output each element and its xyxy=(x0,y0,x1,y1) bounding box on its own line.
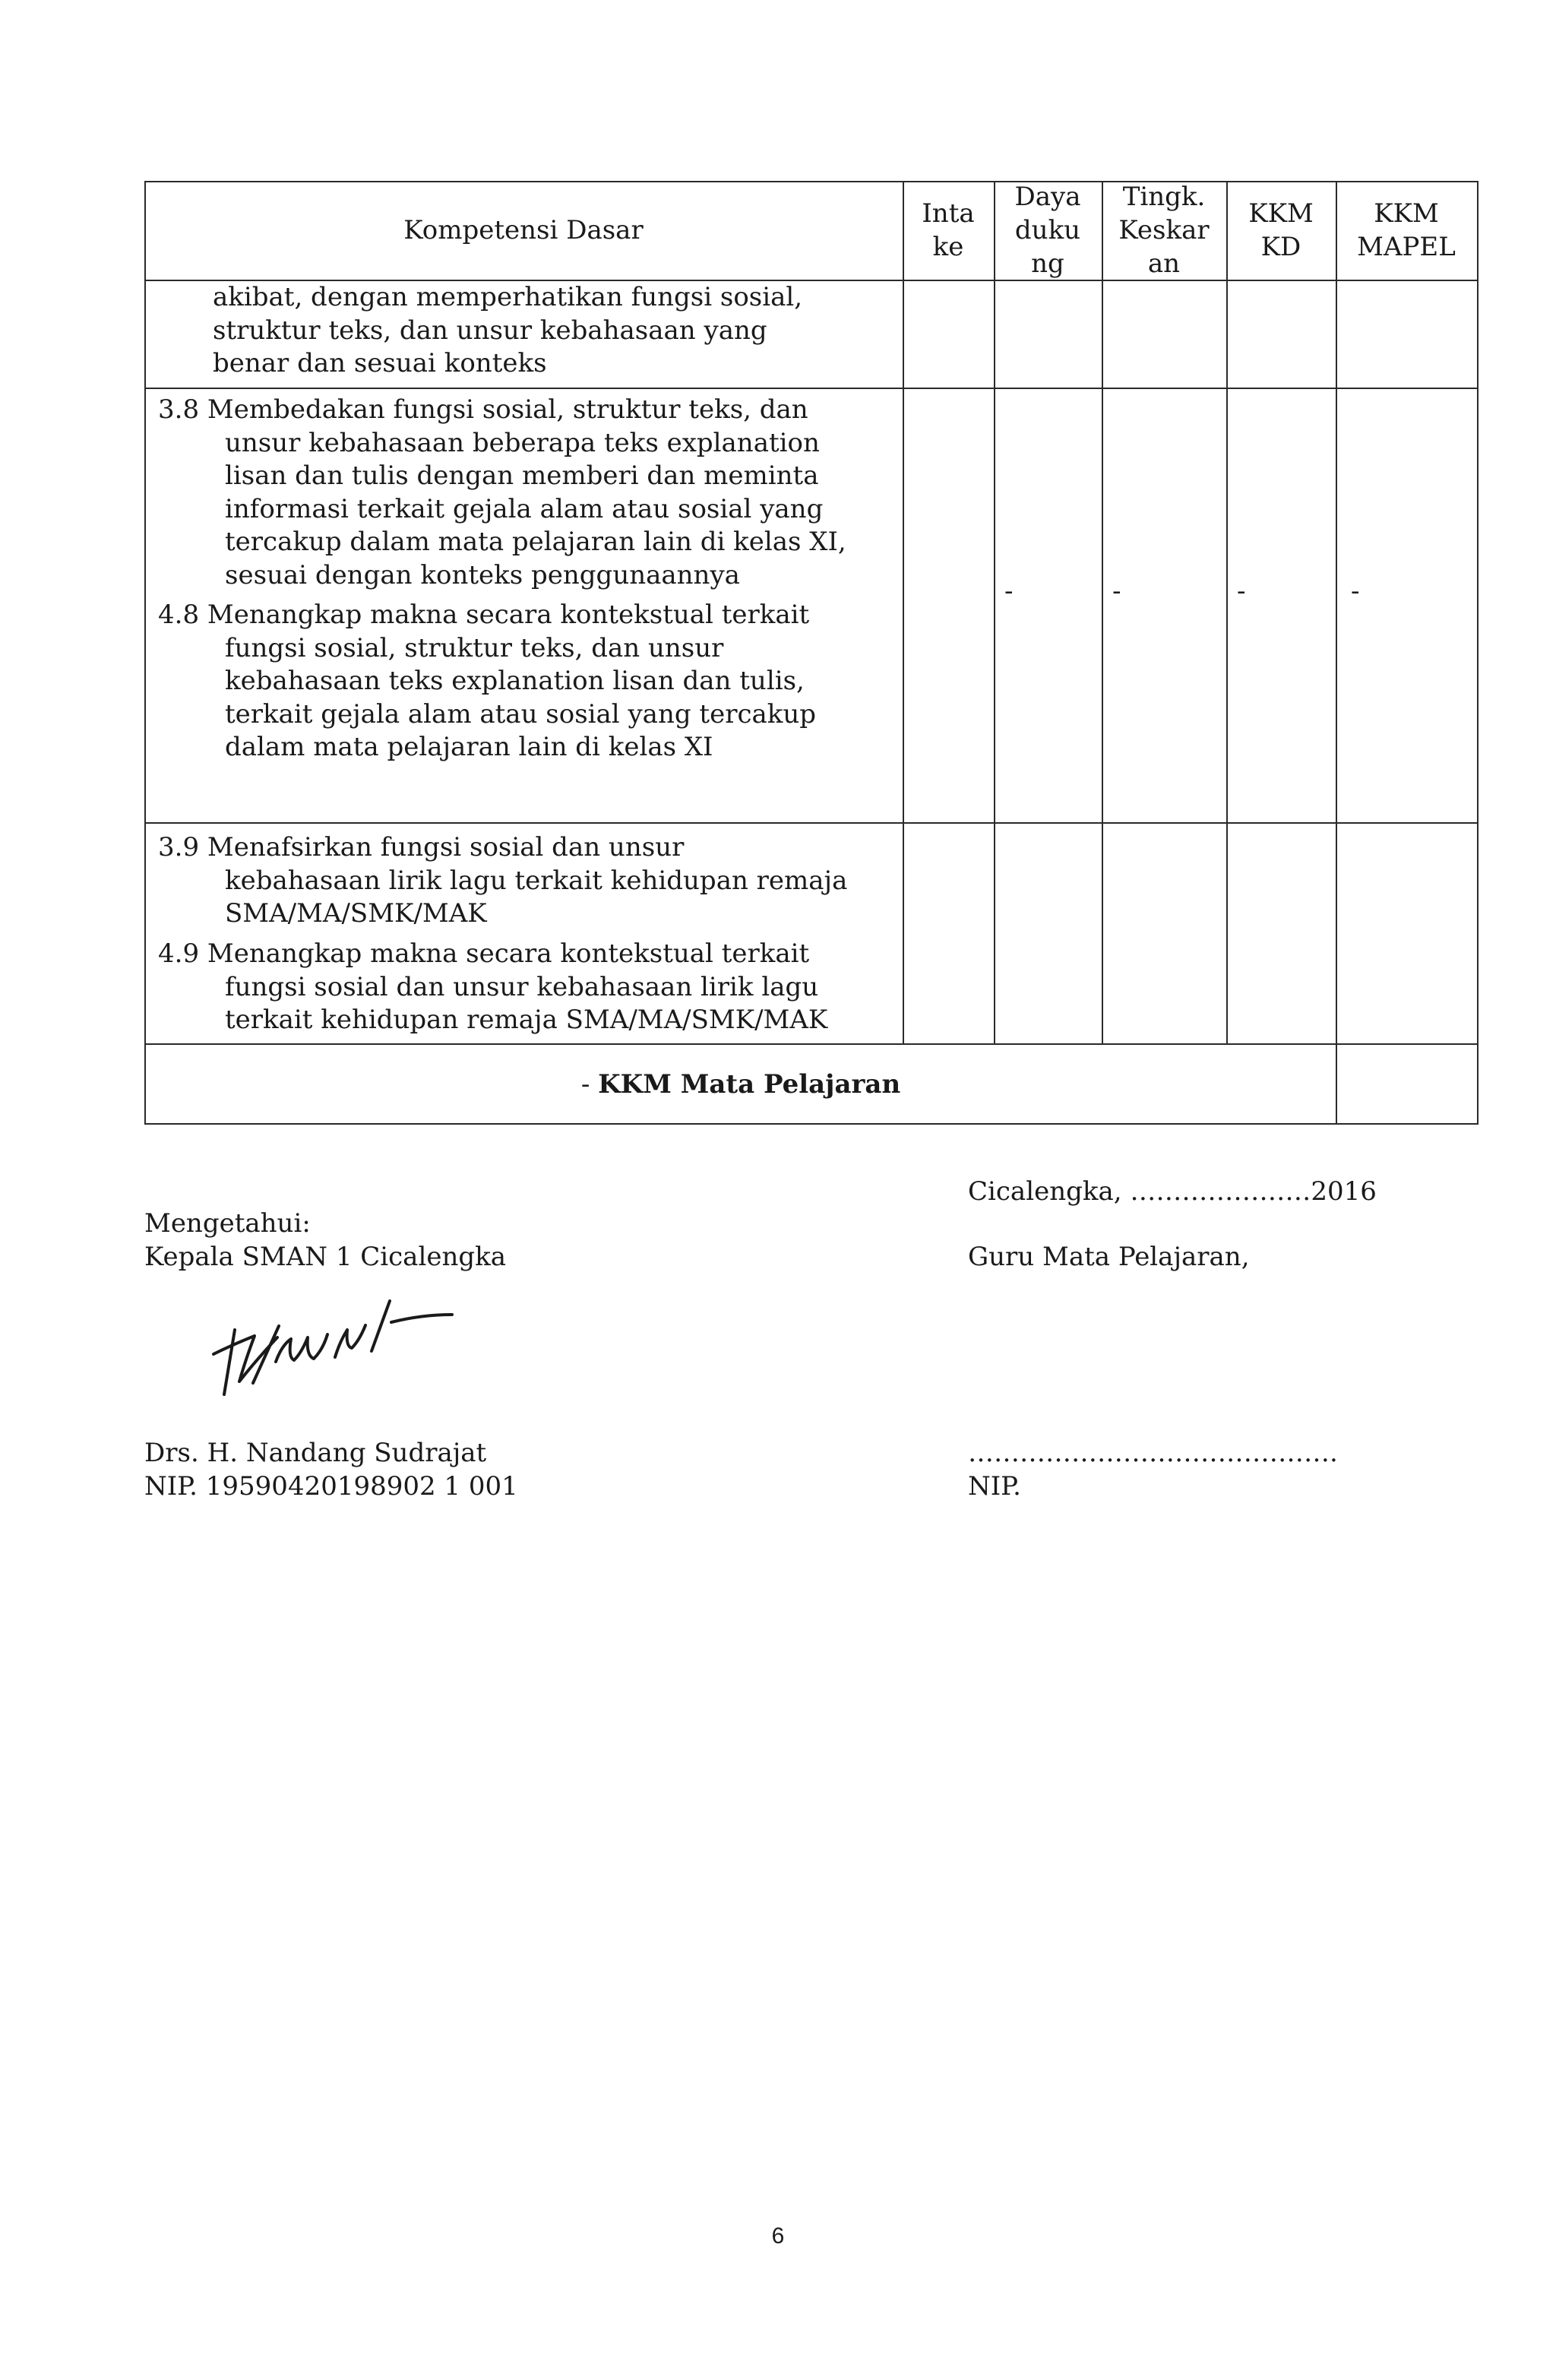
kd-3-8-text: 3.8 Membedakan fungsi sosial, struktur teks, dan unsur kebahasaan beberapa teks explanation lisan dan tulis dengan memberi dan meminta informasi terkait gejala alam atau sosial yang tercakup dalam mata pelajaran lain di kelas XI, sesuai dengan konteks penggunaannya xyxy=(158,394,846,590)
kd-continuation-text: akibat, dengan memperhatikan fungsi sosial, struktur teks, dan unsur kebahasaan yang benar dan sesuai konteks xyxy=(213,282,803,378)
header-kkm-kd: KKM KD xyxy=(1248,198,1314,262)
kd-4-9-text: 4.9 Menangkap makna secara kontekstual terkait fungsi sosial dan unsur kebahasaan lirik lagu terkait kehidupan remaja SMA/MA/SMK/MAK xyxy=(158,938,828,1035)
teacher-title: Guru Mata Pelajaran, xyxy=(968,1242,1250,1272)
kkm-mata-pelajaran-label: KKM Mata Pelajaran xyxy=(598,1068,901,1100)
principal-signature xyxy=(209,1292,460,1402)
page-number: 6 xyxy=(771,2223,785,2249)
kkm-mata-pelajaran-row xyxy=(144,1045,1337,1123)
kkm-table xyxy=(144,181,1479,1125)
kd-3-9-text: 3.9 Menafsirkan fungsi sosial dan unsur kebahasaan lirik lagu terkait kehidupan remaja SMA/MA/SMK/MAK xyxy=(158,832,848,929)
header-kompetensi-dasar: Kompetensi Dasar xyxy=(403,215,644,245)
place-date: Cicalengka, …………………2016 xyxy=(968,1176,1377,1207)
kkm-mapel-value: - xyxy=(1351,576,1360,606)
kkm-kd-value: - xyxy=(1237,576,1246,606)
header-kkm-mapel: KKM MAPEL xyxy=(1357,198,1456,262)
mengetahui-label: Mengetahui: xyxy=(144,1208,311,1239)
principal-title: Kepala SMAN 1 Cicalengka xyxy=(144,1242,506,1272)
header-intake: Inta ke xyxy=(922,198,975,262)
kd-4-8-text: 4.8 Menangkap makna secara kontekstual terkait fungsi sosial, struktur teks, dan unsur kebahasaan teks explanation lisan dan tulis, terkait gejala alam atau sosial yang tercakup dalam mata pelajaran lain di kelas XI xyxy=(158,600,817,762)
principal-name: Drs. H. Nandang Sudrajat xyxy=(144,1438,487,1468)
teacher-name-placeholder: ……………………………………. xyxy=(968,1438,1338,1468)
header-tingkat-kesukaran: Tingk. Keskar an xyxy=(1118,182,1210,279)
kkm-prefix: - xyxy=(580,1068,590,1100)
teacher-nip: NIP. xyxy=(968,1471,1021,1502)
kesukaran-value: - xyxy=(1112,576,1121,606)
daya-dukung-value: - xyxy=(1004,576,1014,606)
header-daya-dukung: Daya duku ng xyxy=(1014,182,1081,279)
principal-nip: NIP. 19590420198902 1 001 xyxy=(144,1471,518,1502)
